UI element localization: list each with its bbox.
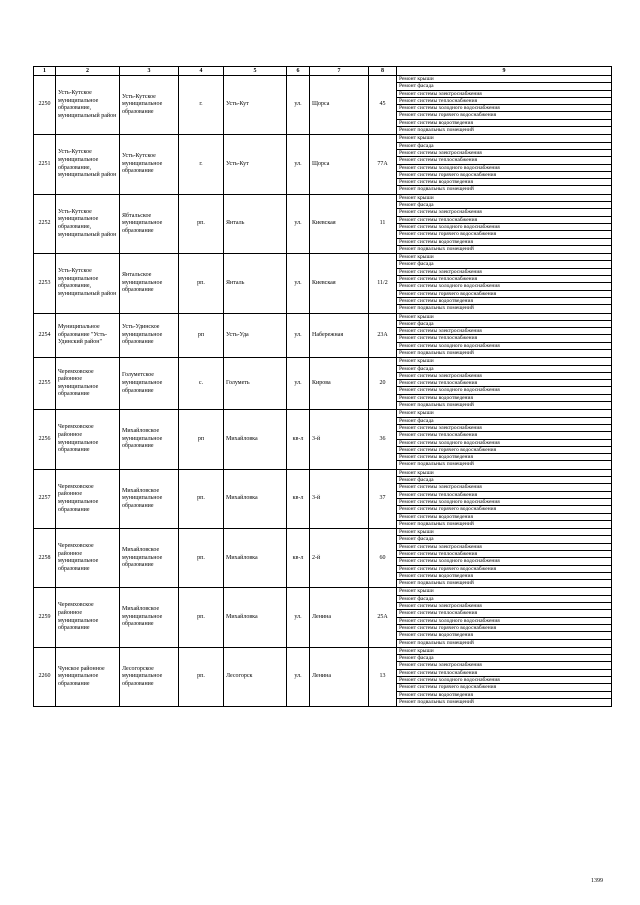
work-item: Ремонт подвальных помещений xyxy=(399,245,474,252)
house-number-cell: 25А xyxy=(369,588,397,647)
work-item: Ремонт системы холодного водоснабжения xyxy=(397,558,611,565)
street-cell: Щорса xyxy=(310,76,369,135)
work-item: Ремонт системы горячего водоснабжения xyxy=(397,566,611,573)
settlement-cell: Усть-Кут xyxy=(224,135,287,194)
row-number: 2259 xyxy=(34,588,56,647)
street-cell: Киевская xyxy=(310,194,369,253)
work-item: Ремонт системы электроснабжения xyxy=(397,328,611,335)
work-item: Ремонт системы электроснабжения xyxy=(397,544,611,551)
settlement-cell: Усть-Уда xyxy=(224,313,287,358)
work-item: Ремонт фасада xyxy=(397,536,611,543)
works-cell xyxy=(397,410,612,469)
works-cell xyxy=(397,76,612,135)
table-row xyxy=(34,194,612,253)
repair-program-table xyxy=(33,66,612,707)
settlement-cell: Голуметь xyxy=(224,358,287,410)
municipality-cell: Лесогорское муниципальное образование xyxy=(120,647,179,706)
house-number-cell: 60 xyxy=(369,529,397,588)
work-item: Ремонт крыши xyxy=(397,470,611,477)
table-row xyxy=(34,410,612,469)
settlement-type-cell: рп xyxy=(179,313,224,358)
work-item: Ремонт системы теплоснабжения xyxy=(397,276,611,283)
work-item: Ремонт системы горячего водоснабжения xyxy=(397,291,611,298)
municipality-cell: Михайловское муниципальное образование xyxy=(120,588,179,647)
house-number-cell: 37 xyxy=(369,469,397,528)
work-item: Ремонт системы водоотведения xyxy=(397,395,611,402)
settlement-cell: Усть-Кут xyxy=(224,76,287,135)
municipality-cell: Голуметское муниципальное образование xyxy=(120,358,179,410)
work-item: Ремонт крыши xyxy=(397,410,611,417)
street-type-cell: кв-л xyxy=(287,469,310,528)
street-cell: Ленина xyxy=(310,647,369,706)
street-type-cell: ул. xyxy=(287,135,310,194)
house-number-cell: 11 xyxy=(369,194,397,253)
row-number: 2254 xyxy=(34,313,56,358)
settlement-type-cell: с. xyxy=(179,358,224,410)
work-item: Ремонт системы горячего водоснабжения xyxy=(397,231,611,238)
work-item: Ремонт системы теплоснабжения xyxy=(397,670,611,677)
column-header: 4 xyxy=(179,67,224,76)
row-number: 2258 xyxy=(34,529,56,588)
works-cell xyxy=(397,469,612,528)
work-item: Ремонт подвальных помещений xyxy=(399,698,474,705)
column-header: 3 xyxy=(120,67,179,76)
work-item: Ремонт подвальных помещений xyxy=(399,402,474,409)
street-cell: Щорса xyxy=(310,135,369,194)
column-header: 9 xyxy=(397,67,612,76)
works-cell xyxy=(397,254,612,313)
works-cell xyxy=(397,529,612,588)
work-item: Ремонт системы водоотведения xyxy=(397,514,611,521)
house-number-cell: 11/2 xyxy=(369,254,397,313)
work-item: Ремонт крыши xyxy=(397,195,611,202)
table-row xyxy=(34,135,612,194)
municipality-cell: Михайловское муниципальное образование xyxy=(120,469,179,528)
house-number-cell: 36 xyxy=(369,410,397,469)
works-cell xyxy=(397,313,612,358)
row-number: 2250 xyxy=(34,76,56,135)
work-item: Ремонт фасада xyxy=(397,418,611,425)
table-header-row xyxy=(34,67,612,76)
district-cell: Черемховское районное муниципальное образование xyxy=(56,469,120,528)
works-cell xyxy=(397,358,612,410)
municipality-cell: Ябтальское муниципальное образование xyxy=(120,194,179,253)
work-item: Ремонт системы теплоснабжения xyxy=(397,432,611,439)
work-item: Ремонт системы холодного водоснабжения xyxy=(397,343,611,350)
street-cell: Киевская xyxy=(310,254,369,313)
work-item: Ремонт системы горячего водоснабжения xyxy=(397,172,611,179)
house-number-cell: 77А xyxy=(369,135,397,194)
settlement-type-cell: рп. xyxy=(179,588,224,647)
street-type-cell: ул. xyxy=(287,358,310,410)
work-item: Ремонт подвальных помещений xyxy=(399,186,474,193)
row-number: 2256 xyxy=(34,410,56,469)
district-cell: Усть-Кутское муниципальное образование, муниципальный район xyxy=(56,254,120,313)
table-row xyxy=(34,76,612,135)
table-row xyxy=(34,313,612,358)
street-cell: Кирова xyxy=(310,358,369,410)
work-item: Ремонт системы теплоснабжения xyxy=(397,217,611,224)
settlement-cell: Михайловка xyxy=(224,588,287,647)
work-item: Ремонт фасада xyxy=(397,477,611,484)
settlement-cell: Янталь xyxy=(224,254,287,313)
work-item: Ремонт подвальных помещений xyxy=(399,461,474,468)
work-item: Ремонт системы горячего водоснабжения xyxy=(397,506,611,513)
work-item: Ремонт системы теплоснабжения xyxy=(397,492,611,499)
row-number: 2257 xyxy=(34,469,56,528)
district-cell: Чунское районное муниципальное образование xyxy=(56,647,120,706)
work-item: Ремонт системы электроснабжения xyxy=(397,269,611,276)
work-item: Ремонт системы водоотведения xyxy=(397,298,611,305)
work-item: Ремонт системы теплоснабжения xyxy=(397,157,611,164)
work-item: Ремонт системы холодного водоснабжения xyxy=(397,224,611,231)
work-item: Ремонт фасада xyxy=(397,596,611,603)
works-cell xyxy=(397,135,612,194)
table-row xyxy=(34,588,612,647)
work-item: Ремонт системы холодного водоснабжения xyxy=(397,283,611,290)
municipality-cell: Михайловское муниципальное образование xyxy=(120,529,179,588)
work-item: Ремонт подвальных помещений xyxy=(399,127,474,134)
settlement-cell: Михайловка xyxy=(224,410,287,469)
row-number: 2255 xyxy=(34,358,56,410)
work-item: Ремонт фасада xyxy=(397,366,611,373)
street-type-cell: ул. xyxy=(287,76,310,135)
work-item: Ремонт подвальных помещений xyxy=(399,639,474,646)
settlement-cell: Лесогорск xyxy=(224,647,287,706)
street-type-cell: ул. xyxy=(287,588,310,647)
work-item: Ремонт системы теплоснабжения xyxy=(397,98,611,105)
street-type-cell: ул. xyxy=(287,313,310,358)
street-cell: 2-й xyxy=(310,529,369,588)
work-item: Ремонт системы холодного водоснабжения xyxy=(397,677,611,684)
work-item: Ремонт системы теплоснабжения xyxy=(397,380,611,387)
street-cell: 3-й xyxy=(310,410,369,469)
work-item: Ремонт системы водоотведения xyxy=(397,239,611,246)
work-item: Ремонт системы холодного водоснабжения xyxy=(397,105,611,112)
work-item: Ремонт крыши xyxy=(397,358,611,365)
street-cell: Ленина xyxy=(310,588,369,647)
table-body xyxy=(34,76,612,707)
page-number: 1399 xyxy=(591,878,603,884)
column-header: 8 xyxy=(369,67,397,76)
municipality-cell: Усть-Кутское муниципальное образование xyxy=(120,76,179,135)
work-item: Ремонт системы водоотведения xyxy=(397,120,611,127)
work-item: Ремонт крыши xyxy=(397,254,611,261)
work-item: Ремонт подвальных помещений xyxy=(399,580,474,587)
district-cell: Муниципальное образование "Усть-Удинский район" xyxy=(56,313,120,358)
settlement-type-cell: рп xyxy=(179,410,224,469)
settlement-type-cell: рп. xyxy=(179,529,224,588)
table-row xyxy=(34,358,612,410)
work-item: Ремонт крыши xyxy=(397,529,611,536)
work-item: Ремонт системы электроснабжения xyxy=(397,91,611,98)
municipality-cell: Янтальское муниципальное образование xyxy=(120,254,179,313)
work-item: Ремонт системы электроснабжения xyxy=(397,484,611,491)
work-item: Ремонт системы электроснабжения xyxy=(397,209,611,216)
house-number-cell: 13 xyxy=(369,647,397,706)
work-item: Ремонт системы водоотведения xyxy=(397,573,611,580)
work-item: Ремонт системы теплоснабжения xyxy=(397,610,611,617)
work-item: Ремонт системы электроснабжения xyxy=(397,373,611,380)
street-type-cell: кв-л xyxy=(287,410,310,469)
municipality-cell: Усть-Удинское муниципальное образование xyxy=(120,313,179,358)
work-item: Ремонт крыши xyxy=(397,135,611,142)
work-item: Ремонт системы холодного водоснабжения xyxy=(397,618,611,625)
work-item: Ремонт системы холодного водоснабжения xyxy=(397,440,611,447)
column-header: 1 xyxy=(34,67,56,76)
house-number-cell: 45 xyxy=(369,76,397,135)
work-item: Ремонт системы холодного водоснабжения xyxy=(397,499,611,506)
house-number-cell: 20 xyxy=(369,358,397,410)
table-row xyxy=(34,647,612,706)
column-header: 7 xyxy=(310,67,369,76)
district-cell: Черемховское районное муниципальное образование xyxy=(56,588,120,647)
district-cell: Усть-Кутское муниципальное образование, муниципальный район xyxy=(56,76,120,135)
street-type-cell: ул. xyxy=(287,647,310,706)
settlement-cell: Михайловка xyxy=(224,529,287,588)
work-item: Ремонт системы холодного водоснабжения xyxy=(397,165,611,172)
settlement-cell: Михайловка xyxy=(224,469,287,528)
work-item: Ремонт крыши xyxy=(397,76,611,83)
work-item: Ремонт системы теплоснабжения xyxy=(397,551,611,558)
work-item: Ремонт системы электроснабжения xyxy=(397,150,611,157)
settlement-type-cell: рп. xyxy=(179,254,224,313)
work-item: Ремонт системы водоотведения xyxy=(397,692,611,699)
district-cell: Усть-Кутское муниципальное образование, муниципальный район xyxy=(56,135,120,194)
house-number-cell: 23А xyxy=(369,313,397,358)
street-type-cell: кв-л xyxy=(287,529,310,588)
work-item: Ремонт подвальных помещений xyxy=(399,520,474,527)
row-number: 2253 xyxy=(34,254,56,313)
work-item: Ремонт крыши xyxy=(397,588,611,595)
work-item: Ремонт системы электроснабжения xyxy=(397,425,611,432)
work-item: Ремонт подвальных помещений xyxy=(399,349,474,356)
works-cell xyxy=(397,588,612,647)
work-item: Ремонт фасада xyxy=(397,202,611,209)
street-type-cell: ул. xyxy=(287,194,310,253)
column-header: 2 xyxy=(56,67,120,76)
works-cell xyxy=(397,194,612,253)
work-item: Ремонт фасада xyxy=(397,143,611,150)
street-cell: 3-й xyxy=(310,469,369,528)
work-item: Ремонт фасада xyxy=(397,321,611,328)
row-number: 2260 xyxy=(34,647,56,706)
work-item: Ремонт фасада xyxy=(397,83,611,90)
settlement-type-cell: рп. xyxy=(179,647,224,706)
work-item: Ремонт фасада xyxy=(397,261,611,268)
settlement-type-cell: г. xyxy=(179,135,224,194)
work-item: Ремонт системы водоотведения xyxy=(397,179,611,186)
settlement-type-cell: рп. xyxy=(179,194,224,253)
table-row xyxy=(34,529,612,588)
column-header: 6 xyxy=(287,67,310,76)
work-item: Ремонт системы горячего водоснабжения xyxy=(397,684,611,691)
work-item: Ремонт системы водоотведения xyxy=(397,454,611,461)
district-cell: Черемховское районное муниципальное образование xyxy=(56,529,120,588)
work-item: Ремонт крыши xyxy=(397,648,611,655)
municipality-cell: Михайловское муниципальное образование xyxy=(120,410,179,469)
settlement-type-cell: г. xyxy=(179,76,224,135)
row-number: 2252 xyxy=(34,194,56,253)
work-item: Ремонт системы горячего водоснабжения xyxy=(397,447,611,454)
work-item: Ремонт системы электроснабжения xyxy=(397,662,611,669)
municipality-cell: Усть-Кутское муниципальное образование xyxy=(120,135,179,194)
work-item: Ремонт крыши xyxy=(397,314,611,321)
street-cell: Набережная xyxy=(310,313,369,358)
work-item: Ремонт системы электроснабжения xyxy=(397,603,611,610)
row-number: 2251 xyxy=(34,135,56,194)
street-type-cell: ул. xyxy=(287,254,310,313)
settlement-cell: Янталь xyxy=(224,194,287,253)
work-item: Ремонт системы теплоснабжения xyxy=(397,335,611,342)
settlement-type-cell: рп. xyxy=(179,469,224,528)
work-item: Ремонт системы холодного водоснабжения xyxy=(397,387,611,394)
district-cell: Усть-Кутское муниципальное образование, муниципальный район xyxy=(56,194,120,253)
works-cell xyxy=(397,647,612,706)
work-item: Ремонт подвальных помещений xyxy=(399,305,474,312)
work-item: Ремонт фасада xyxy=(397,655,611,662)
work-item: Ремонт системы горячего водоснабжения xyxy=(397,625,611,632)
district-cell: Черемховское районное муниципальное образование xyxy=(56,358,120,410)
district-cell: Черемховское районное муниципальное образование xyxy=(56,410,120,469)
work-item: Ремонт системы горячего водоснабжения xyxy=(397,112,611,119)
work-item: Ремонт системы водоотведения xyxy=(397,632,611,639)
column-header: 5 xyxy=(224,67,287,76)
table-row xyxy=(34,254,612,313)
table-row xyxy=(34,469,612,528)
